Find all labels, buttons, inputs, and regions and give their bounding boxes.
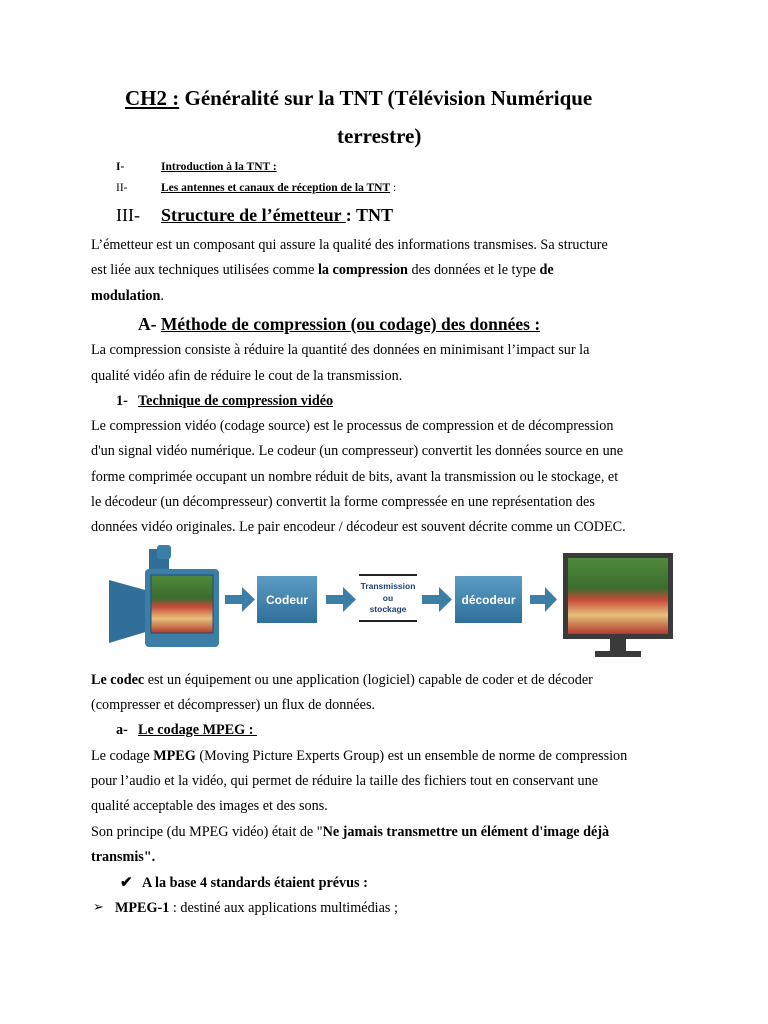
mpeg-text: Son principe (du MPEG vidéo) était de " bbox=[91, 824, 323, 840]
coder-label: Codeur bbox=[266, 593, 308, 607]
intro-line-2 bbox=[91, 262, 554, 279]
codec-text: est un équipement ou une application (logiciel) capable de coder et de décoder bbox=[144, 672, 593, 688]
bullet-mpeg1-bold: MPEG-1 bbox=[115, 900, 170, 916]
transmission-label: Transmission bbox=[360, 581, 416, 591]
compression-line-1: La compression consiste à réduire la quantité des données en minimisant l’impact sur la bbox=[91, 342, 590, 358]
toc-item-2 bbox=[161, 182, 396, 194]
mpeg-line-2: pour l’audio et la vidéo, qui permet de réduire la taille des fichiers tout en conservant une bbox=[91, 773, 599, 789]
technique-line-4: le décodeur (un décompresseur) convertit la forme compressée en une représentation des bbox=[91, 494, 595, 510]
technique-line-5: données vidéo originales. Le pair encodeur / décodeur est souvent décrite comme un CODEC. bbox=[91, 519, 626, 535]
mpeg-bold: MPEG bbox=[153, 748, 196, 764]
bullet-arrow-icon: ➢ bbox=[93, 899, 104, 914]
standards-label: A la base 4 standards étaient prévus : bbox=[142, 875, 368, 891]
bullet-mpeg1 bbox=[115, 900, 398, 917]
decoder-box bbox=[455, 576, 522, 623]
intro-text: . bbox=[160, 288, 164, 304]
section-a-prefix: A- bbox=[138, 314, 161, 334]
toc-num-2: II- bbox=[116, 182, 128, 194]
transmission-or: ou bbox=[382, 593, 394, 603]
title-line1: Généralité sur la TNT (Télévision Numérique bbox=[179, 86, 593, 110]
title-chapter: CH2 : bbox=[125, 86, 180, 110]
codec-line-1 bbox=[91, 672, 593, 689]
intro-bold-de: de bbox=[539, 262, 554, 278]
toc-item-2-suffix: : bbox=[390, 182, 397, 194]
mpeg-line-3: qualité acceptable des images et des sons. bbox=[91, 798, 328, 814]
section-3-num: III- bbox=[116, 205, 140, 225]
arrow-right-icon bbox=[326, 587, 356, 612]
mpeg-text: Le codage bbox=[91, 748, 154, 764]
decoder-label: décodeur bbox=[461, 593, 516, 607]
bullet-mpeg1-text: : destiné aux applications multimédias ; bbox=[169, 900, 398, 916]
toc-num-1: I- bbox=[116, 161, 125, 173]
intro-text: est liée aux techniques utilisées comme bbox=[91, 262, 318, 278]
technique-line-1: Le compression vidéo (codage source) est le processus de compression et de décompression bbox=[91, 418, 614, 434]
transmission-box bbox=[359, 575, 417, 621]
arrow-right-icon bbox=[422, 587, 452, 612]
page-title-line2: terrestre) bbox=[337, 124, 422, 148]
section-1-label: Technique de compression vidéo bbox=[138, 393, 334, 409]
section-1-num: 1- bbox=[116, 393, 128, 409]
section-a-heading bbox=[138, 314, 540, 335]
intro-text: des données et le type bbox=[407, 262, 540, 278]
video-camera-icon bbox=[109, 545, 219, 647]
toc-item-1: Introduction à la TNT : bbox=[161, 161, 277, 173]
section-a-label: Méthode de compression (ou codage) des données : bbox=[160, 314, 541, 334]
intro-line-3 bbox=[91, 288, 164, 305]
transmission-storage: stockage bbox=[369, 604, 407, 614]
section-mpeg-label: Le codage MPEG : bbox=[138, 722, 257, 738]
mpeg-text: (Moving Picture Experts Group) est un ensemble de norme de compression bbox=[195, 748, 628, 764]
intro-bold-modulation: modulation bbox=[91, 288, 161, 304]
codec-diagram bbox=[105, 545, 685, 665]
mpeg-bold-quote: Ne jamais transmettre un élément d'image déjà bbox=[322, 824, 610, 840]
page-title bbox=[125, 86, 592, 111]
arrow-right-icon bbox=[530, 587, 557, 612]
mpeg-line-1 bbox=[91, 748, 627, 765]
intro-bold-compression: la compression bbox=[317, 262, 408, 278]
checkmark-icon: ✔ bbox=[120, 875, 133, 891]
section-3-heading bbox=[161, 205, 393, 226]
monitor-icon bbox=[563, 553, 673, 657]
technique-line-3: forme comprimée occupant un nombre réduit de bits, avant la transmission ou le stockage, et bbox=[91, 469, 619, 485]
codec-bold: Le codec bbox=[91, 672, 145, 688]
toc-item-2-label: Les antennes et canaux de réception de la TNT bbox=[161, 182, 391, 194]
arrow-right-icon bbox=[225, 587, 255, 612]
technique-line-2: d'un signal vidéo numérique. Le codeur (un compresseur) convertit les données source en une bbox=[91, 443, 624, 459]
mpeg-line-5: transmis". bbox=[91, 849, 156, 865]
section-3-label: Structure de l’émetteur bbox=[161, 205, 346, 225]
section-3-suffix: : TNT bbox=[345, 205, 393, 225]
section-mpeg-num: a- bbox=[116, 722, 128, 738]
compression-line-2: qualité vidéo afin de réduire le cout de la transmission. bbox=[91, 368, 403, 384]
coder-box bbox=[257, 576, 317, 623]
intro-line-1: L’émetteur est un composant qui assure la qualité des informations transmises. Sa structure bbox=[91, 237, 608, 253]
mpeg-line-4 bbox=[91, 824, 609, 841]
codec-line-2: (compresser et décompresser) un flux de données. bbox=[91, 697, 376, 713]
